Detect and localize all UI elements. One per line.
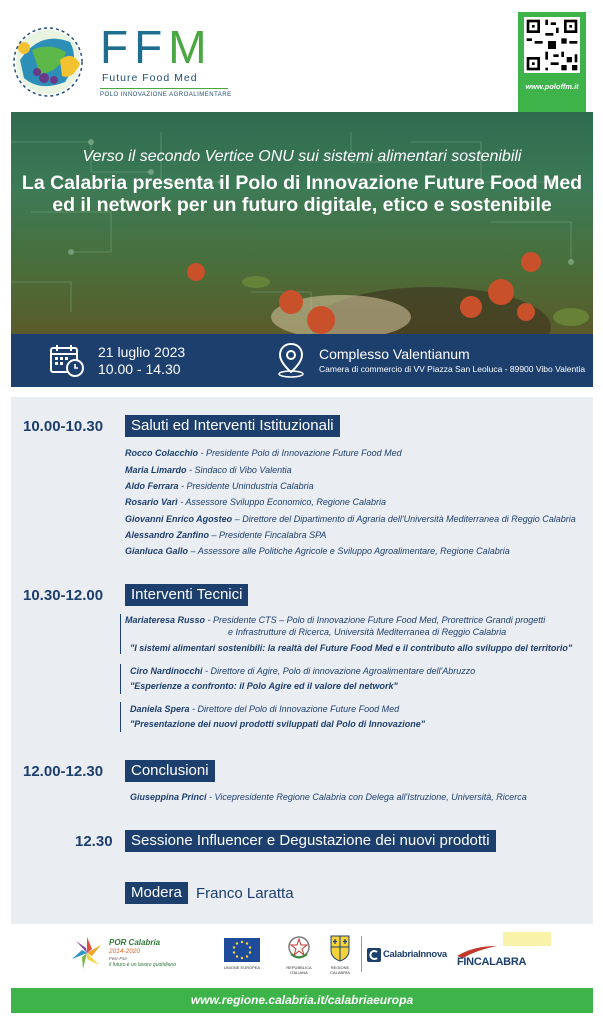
talk-title: "Esperienze a confronto: il Polo Agire ed il valore del network" — [130, 681, 398, 691]
regione-label: REGIONE CALABRIA — [330, 965, 350, 975]
moderator-name: Franco Laratta — [196, 885, 294, 902]
session-time: 12.00-12.30 — [23, 763, 104, 780]
ffm-logo-text — [100, 22, 213, 72]
eu-label: UNIONE EUROPEA — [223, 965, 261, 970]
speaker-line — [125, 514, 576, 524]
speaker-name: Gianluca Gallo — [125, 546, 189, 556]
event-info-bar — [11, 334, 593, 387]
eu-flag-icon — [224, 938, 260, 962]
speaker-role: – Presidente Fincalabra SPA — [209, 530, 327, 540]
hero-pretitle: Verso il secondo Vertice ONU sui sistemi alimentari sostenibili — [82, 148, 522, 165]
speaker-role: - Presidente Polo di Innovazione Future Food Med — [198, 448, 402, 458]
calabriainnova-logo: CalabriaInnova — [383, 949, 447, 960]
speaker-line — [130, 792, 527, 802]
speaker-role: - Presidente Unindustria Calabria — [178, 481, 314, 491]
ffm-tagline: POLO INNOVAZIONE AGROALIMENTARE — [100, 92, 232, 98]
speaker-line — [130, 666, 475, 676]
speaker-role: - Assessore Sviluppo Economico, Regione Calabria — [177, 497, 386, 507]
speaker-role: – Assessore alle Politiche Agricole e Sviluppo Agroalimentare, Regione Calabria — [188, 546, 510, 556]
fincalabra-logo: FINCALABRA — [457, 956, 527, 968]
por-calabria-icon — [69, 936, 105, 970]
speaker-name: Mariateresa Russo — [125, 615, 206, 625]
speaker-name: Rocco Colacchio — [125, 448, 199, 458]
speaker-name: Giuseppina Princi — [130, 792, 207, 802]
por-years: 2014-2020 — [109, 948, 141, 955]
circuit-food-background — [11, 112, 593, 334]
speaker-divider — [120, 702, 121, 732]
session-time: 10.30-12.00 — [23, 587, 104, 604]
qr-code-icon[interactable] — [524, 17, 580, 73]
speaker-line — [125, 615, 545, 625]
speaker-line — [125, 530, 326, 540]
speaker-role: - Direttore del Polo di Innovazione Future Food Med — [189, 704, 400, 714]
speaker-role: - Sindaco di Vibo Valentia — [186, 465, 292, 475]
session-title: Saluti ed Interventi Istituzionali — [125, 415, 340, 437]
speaker-line — [125, 481, 314, 491]
speaker-divider — [120, 614, 121, 654]
venue-name: Complesso Valentianum — [319, 346, 470, 362]
ffm-subtitle: Future Food Med — [102, 72, 198, 84]
hero-title-line-2: ed il network per un futuro digitale, etico e sostenibile — [52, 194, 552, 216]
speaker-name: Aldo Ferrara — [125, 481, 179, 491]
italian-republic-emblem-icon — [287, 934, 311, 962]
session-time: 12.30 — [75, 833, 113, 850]
hero-title — [11, 172, 593, 216]
event-date: 21 luglio 2023 — [98, 344, 186, 360]
event-time: 10.00 - 14.30 — [98, 361, 181, 377]
footer-url-link[interactable]: www.regione.calabria.it/calabriaeuropa — [190, 993, 414, 1007]
hero-title-line-1: La Calabria presenta il Polo di Innovazione Future Food Med — [21, 172, 583, 194]
calabriainnova-icon — [367, 948, 381, 962]
speaker-name: Rosario Varì — [125, 497, 178, 507]
session-title: Sessione Influencer e Degustazione dei nuovi prodotti — [125, 830, 496, 852]
session-time: 10.00-10.30 — [23, 418, 104, 435]
speaker-line — [125, 546, 510, 556]
speaker-name: Daniela Spera — [130, 704, 190, 714]
event-datetime — [98, 344, 185, 378]
ffm-emblem-icon — [10, 20, 88, 100]
speaker-name: Ciro Nardinocchi — [130, 666, 203, 676]
talk-title: "Presentazione dei nuovi prodotti sviluppati dal Polo di Innovazione" — [130, 719, 426, 729]
speaker-role: - Vicepresidente Regione Calabria con Delega all'Istruzione, Università, Ricerca — [206, 792, 527, 802]
speaker-line — [125, 448, 402, 458]
session-title: Interventi Tecnici — [125, 584, 248, 606]
italia-label: REPUBBLICA ITALIANA — [286, 965, 312, 975]
speaker-divider — [120, 664, 121, 694]
speaker-role: – Direttore del Dipartimento di Agraria dell'Università Mediterranea di Reggio Calabria — [232, 514, 576, 524]
header — [0, 0, 603, 112]
moderator-label: Modera — [125, 882, 188, 904]
ffm-brand: FF — [100, 21, 169, 73]
speaker-name: Giovanni Enrico Agosteo — [125, 514, 233, 524]
qr-url[interactable]: www.poloffm.it — [525, 82, 579, 91]
por-tagline: il futuro è un lavoro quotidiano — [109, 962, 176, 968]
speaker-name: Maria Limardo — [125, 465, 187, 475]
ffm-brand-m: M — [168, 21, 213, 73]
partner-logos — [11, 924, 593, 986]
talk-title: "I sistemi alimentari sostenibili: la realtà del Future Food Med e il contributo allo sviluppo del territorio" — [130, 643, 573, 653]
footer-bar — [11, 988, 593, 1013]
hero-banner — [11, 112, 593, 334]
ffm-divider — [100, 88, 228, 89]
regione-calabria-emblem-icon — [329, 934, 351, 962]
speaker-role: - Direttore di Agire, Polo di innovazione Agroalimentare dell'Abruzzo — [202, 666, 476, 676]
por-fund: Fesr-Fse — [109, 956, 127, 961]
speaker-role: - Presidente CTS – Polo di Innovazione Future Food Med, Prorettrice Grandi progetti — [205, 615, 546, 625]
speaker-line — [130, 704, 399, 714]
speaker-role-cont: e Infrastrutture di Ricerca, Università Mediterranea di Reggio Calabria — [228, 627, 507, 637]
logo-divider — [361, 936, 362, 972]
por-title: POR Calabria — [109, 938, 161, 947]
location-pin-icon — [276, 342, 306, 378]
highlight-mark — [503, 932, 551, 946]
calendar-clock-icon — [50, 343, 84, 377]
speaker-line — [125, 465, 292, 475]
venue-address: Camera di commercio di VV Piazza San Leoluca - 89900 Vibo Valentia — [319, 364, 586, 374]
session-title: Conclusioni — [125, 760, 215, 782]
speaker-name: Alessandro Zanfino — [125, 530, 210, 540]
speaker-line — [125, 497, 386, 507]
